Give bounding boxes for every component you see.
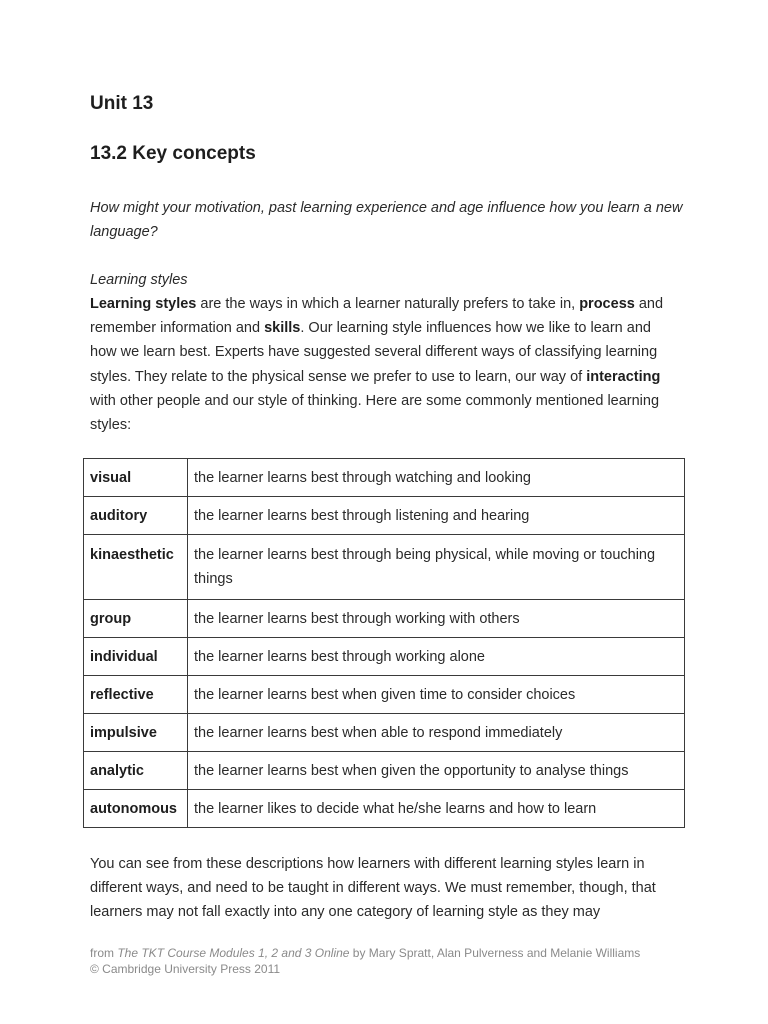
- table-row: [84, 638, 685, 676]
- intro-text-4: with other people and our style of thinking. Here are some commonly mentioned learning styles:: [90, 392, 660, 434]
- intro-paragraph: [90, 292, 680, 437]
- table-row: [84, 714, 685, 752]
- table-row: [84, 676, 685, 714]
- source-prefix: from: [90, 946, 118, 960]
- style-description: the learner learns best when given the opportunity to analyse things: [188, 752, 685, 790]
- table-row: [84, 535, 685, 600]
- table-row: [84, 600, 685, 638]
- closing-paragraph: You can see from these descriptions how learners with different learning styles learn in different ways, and need to be taught in different ways. We must remember, though, that learners may not fall exactly into any one category of learning style as they may: [90, 856, 656, 921]
- learning-styles-subheading: Learning styles: [90, 272, 188, 288]
- style-description: the learner likes to decide what he/she learns and how to learn: [188, 790, 685, 828]
- table-row: [84, 790, 685, 828]
- key-term-learning-styles: Learning styles: [90, 296, 197, 312]
- intro-text-1: are the ways in which a learner naturally prefers to take in,: [196, 296, 580, 312]
- style-description: the learner learns best through working with others: [188, 600, 685, 638]
- intro-text-2: and remember information and: [90, 296, 664, 337]
- reflection-question: How might your motivation, past learning experience and age influence how you learn a new language?: [90, 200, 683, 240]
- style-term: reflective: [84, 676, 188, 714]
- style-term: group: [84, 600, 188, 638]
- style-term: analytic: [84, 752, 188, 790]
- unit-title: Unit 13: [90, 93, 154, 114]
- style-description: the learner learns best through listening and hearing: [188, 497, 685, 535]
- source-authors: by Mary Spratt, Alan Pulverness and Melanie Williams: [349, 946, 641, 960]
- table-row: [84, 459, 685, 497]
- style-term: auditory: [84, 497, 188, 535]
- learning-styles-table: [83, 458, 685, 828]
- section-title: 13.2 Key concepts: [90, 143, 256, 164]
- style-term: kinaesthetic: [84, 535, 188, 600]
- style-description: the learner learns best when able to respond immediately: [188, 714, 685, 752]
- key-term-skills: skills: [264, 320, 301, 337]
- style-term: autonomous: [84, 790, 188, 828]
- table-row: [84, 497, 685, 535]
- table-row: [84, 752, 685, 790]
- style-description: the learner learns best through watching and looking: [188, 459, 685, 497]
- style-term: individual: [84, 638, 188, 676]
- source-copyright: © Cambridge University Press 2011: [90, 961, 281, 976]
- source-citation: [90, 946, 690, 977]
- intro-text-3: . Our learning style influences how we like to learn and how we learn best. Experts have suggested several different ways of classifying learning styles. They relate to the physical sense we prefer to use to learn, our way of: [90, 320, 658, 385]
- key-term-interacting: interacting: [586, 368, 661, 385]
- style-description: the learner learns best when given time to consider choices: [188, 676, 685, 714]
- style-description: the learner learns best through working alone: [188, 638, 685, 676]
- source-book-title: The TKT Course Modules 1, 2 and 3 Online: [117, 946, 350, 960]
- style-description: the learner learns best through being physical, while moving or touching things: [188, 535, 685, 600]
- style-term: impulsive: [84, 714, 188, 752]
- style-term: visual: [84, 459, 188, 497]
- key-term-process: process: [579, 296, 635, 312]
